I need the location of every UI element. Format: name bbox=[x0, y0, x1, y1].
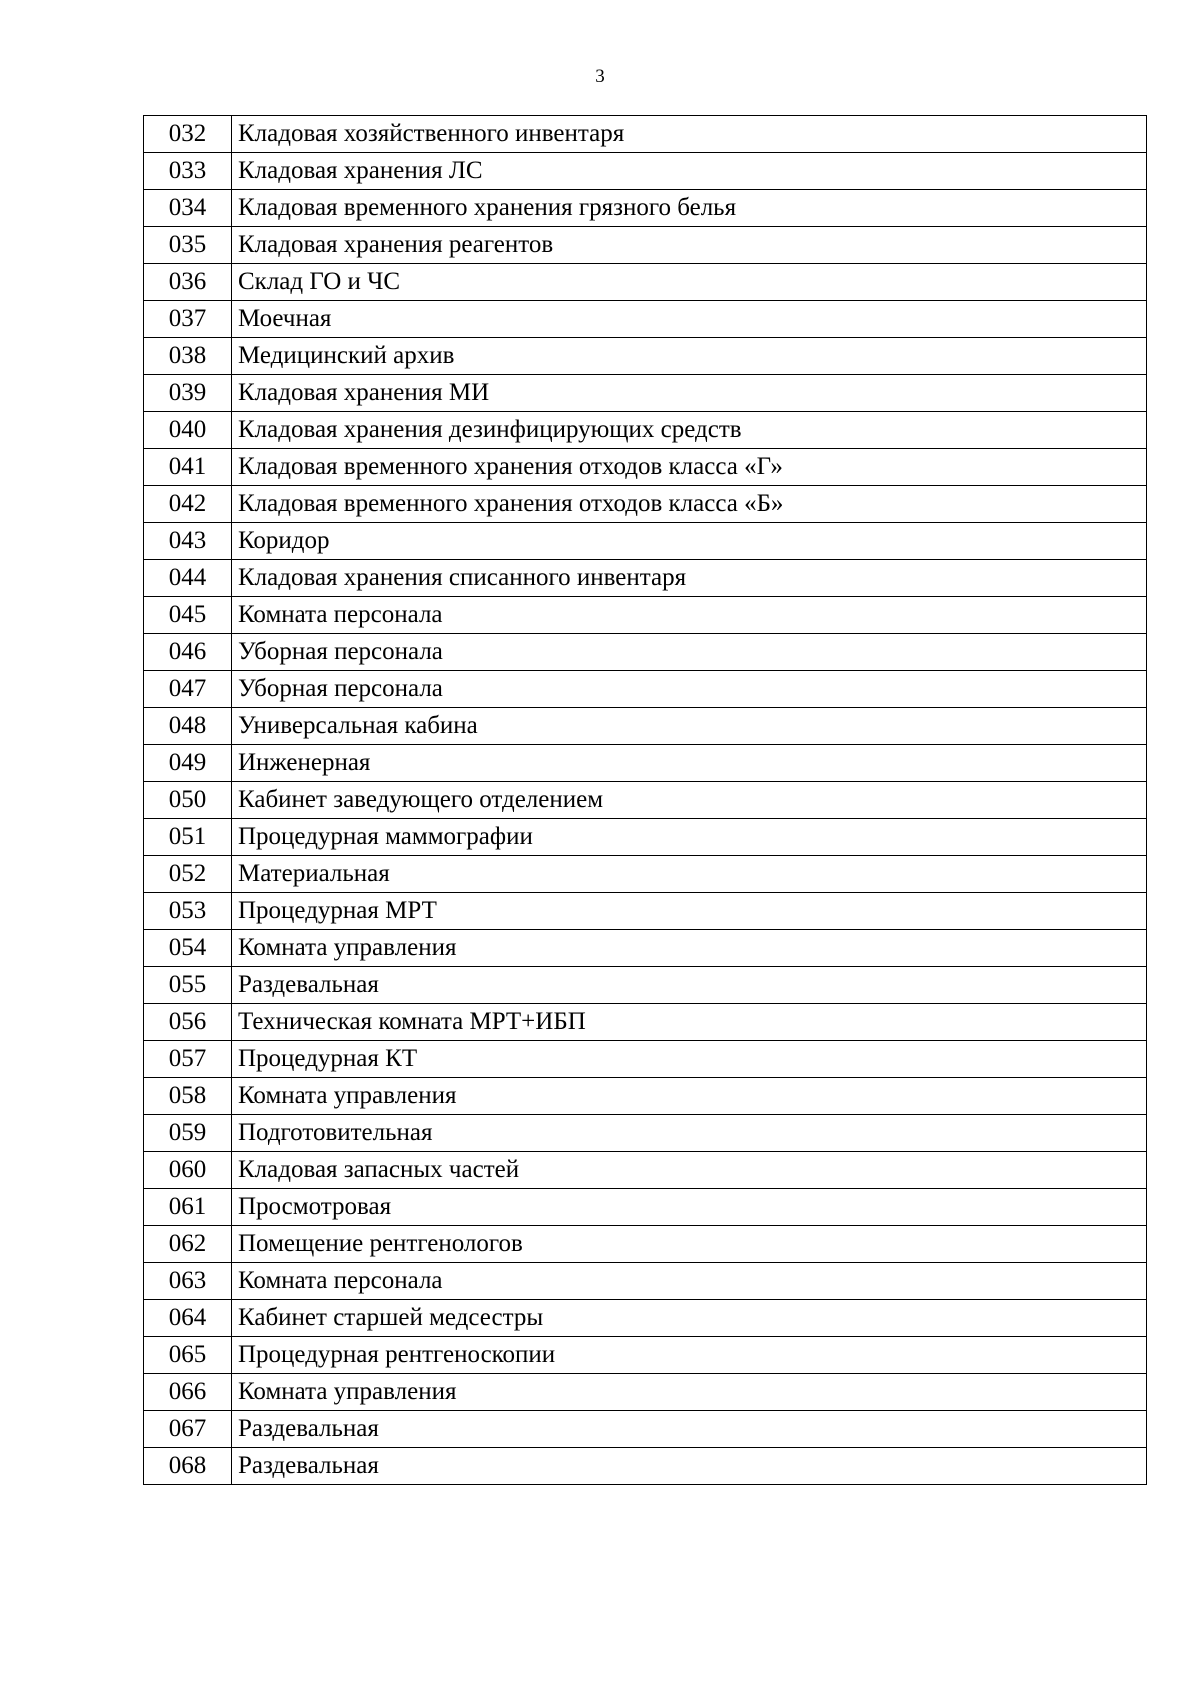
room-code-cell: 056 bbox=[144, 1004, 232, 1041]
room-name-cell: Кладовая хранения дезинфицирующих средств bbox=[232, 412, 1147, 449]
room-name-cell: Процедурная МРТ bbox=[232, 893, 1147, 930]
room-name-cell: Просмотровая bbox=[232, 1189, 1147, 1226]
room-code-cell: 048 bbox=[144, 708, 232, 745]
table-row bbox=[144, 301, 1147, 338]
room-name-cell: Раздевальная bbox=[232, 1448, 1147, 1485]
room-code-cell: 067 bbox=[144, 1411, 232, 1448]
table-row bbox=[144, 1263, 1147, 1300]
room-name-cell: Уборная персонала bbox=[232, 634, 1147, 671]
room-name-cell: Кладовая хранения МИ bbox=[232, 375, 1147, 412]
room-code-cell: 049 bbox=[144, 745, 232, 782]
room-code-cell: 035 bbox=[144, 227, 232, 264]
room-name-cell: Уборная персонала bbox=[232, 671, 1147, 708]
table-row bbox=[144, 671, 1147, 708]
room-code-cell: 034 bbox=[144, 190, 232, 227]
room-name-cell: Процедурная КТ bbox=[232, 1041, 1147, 1078]
room-code-cell: 038 bbox=[144, 338, 232, 375]
table-row bbox=[144, 782, 1147, 819]
room-code-cell: 062 bbox=[144, 1226, 232, 1263]
room-name-cell: Кладовая хранения списанного инвентаря bbox=[232, 560, 1147, 597]
room-code-cell: 032 bbox=[144, 116, 232, 153]
room-code-cell: 058 bbox=[144, 1078, 232, 1115]
table-row bbox=[144, 967, 1147, 1004]
room-name-cell: Медицинский архив bbox=[232, 338, 1147, 375]
room-name-cell: Моечная bbox=[232, 301, 1147, 338]
table-row bbox=[144, 264, 1147, 301]
table-row bbox=[144, 227, 1147, 264]
table-row bbox=[144, 1411, 1147, 1448]
room-name-cell: Кладовая хранения реагентов bbox=[232, 227, 1147, 264]
table-row bbox=[144, 338, 1147, 375]
room-code-cell: 042 bbox=[144, 486, 232, 523]
table-row bbox=[144, 1226, 1147, 1263]
room-name-cell: Процедурная рентгеноскопии bbox=[232, 1337, 1147, 1374]
table-row bbox=[144, 893, 1147, 930]
room-code-cell: 041 bbox=[144, 449, 232, 486]
room-code-cell: 061 bbox=[144, 1189, 232, 1226]
table-row bbox=[144, 930, 1147, 967]
room-name-cell: Кладовая временного хранения отходов класса «Г» bbox=[232, 449, 1147, 486]
room-name-cell: Техническая комната МРТ+ИБП bbox=[232, 1004, 1147, 1041]
room-code-cell: 050 bbox=[144, 782, 232, 819]
room-code-cell: 063 bbox=[144, 1263, 232, 1300]
table-row bbox=[144, 190, 1147, 227]
room-name-cell: Раздевальная bbox=[232, 967, 1147, 1004]
room-name-cell: Подготовительная bbox=[232, 1115, 1147, 1152]
room-name-cell: Кабинет старшей медсестры bbox=[232, 1300, 1147, 1337]
rooms-table bbox=[143, 115, 1147, 1485]
room-code-cell: 045 bbox=[144, 597, 232, 634]
room-name-cell: Коридор bbox=[232, 523, 1147, 560]
room-code-cell: 046 bbox=[144, 634, 232, 671]
room-name-cell: Комната персонала bbox=[232, 597, 1147, 634]
table-row bbox=[144, 1115, 1147, 1152]
room-name-cell: Кабинет заведующего отделением bbox=[232, 782, 1147, 819]
rooms-table-body bbox=[144, 116, 1147, 1485]
table-row bbox=[144, 634, 1147, 671]
room-name-cell: Кладовая хранения ЛС bbox=[232, 153, 1147, 190]
table-row bbox=[144, 560, 1147, 597]
room-code-cell: 064 bbox=[144, 1300, 232, 1337]
room-code-cell: 037 bbox=[144, 301, 232, 338]
room-name-cell: Процедурная маммографии bbox=[232, 819, 1147, 856]
room-name-cell: Комната управления bbox=[232, 1078, 1147, 1115]
room-name-cell: Инженерная bbox=[232, 745, 1147, 782]
room-name-cell: Универсальная кабина bbox=[232, 708, 1147, 745]
room-code-cell: 065 bbox=[144, 1337, 232, 1374]
table-row bbox=[144, 375, 1147, 412]
room-name-cell: Материальная bbox=[232, 856, 1147, 893]
room-code-cell: 047 bbox=[144, 671, 232, 708]
room-code-cell: 059 bbox=[144, 1115, 232, 1152]
room-name-cell: Комната персонала bbox=[232, 1263, 1147, 1300]
table-row bbox=[144, 1078, 1147, 1115]
room-code-cell: 036 bbox=[144, 264, 232, 301]
table-row bbox=[144, 597, 1147, 634]
room-code-cell: 033 bbox=[144, 153, 232, 190]
table-row bbox=[144, 745, 1147, 782]
table-row bbox=[144, 1152, 1147, 1189]
room-code-cell: 044 bbox=[144, 560, 232, 597]
room-code-cell: 055 bbox=[144, 967, 232, 1004]
room-code-cell: 051 bbox=[144, 819, 232, 856]
page-number: 3 bbox=[595, 66, 605, 87]
room-code-cell: 066 bbox=[144, 1374, 232, 1411]
room-name-cell: Раздевальная bbox=[232, 1411, 1147, 1448]
table-row bbox=[144, 412, 1147, 449]
table-row bbox=[144, 449, 1147, 486]
table-row bbox=[144, 1041, 1147, 1078]
room-name-cell: Кладовая запасных частей bbox=[232, 1152, 1147, 1189]
room-name-cell: Склад ГО и ЧС bbox=[232, 264, 1147, 301]
table-row bbox=[144, 856, 1147, 893]
table-row bbox=[144, 1337, 1147, 1374]
table-row bbox=[144, 1189, 1147, 1226]
room-code-cell: 053 bbox=[144, 893, 232, 930]
room-name-cell: Комната управления bbox=[232, 1374, 1147, 1411]
room-code-cell: 057 bbox=[144, 1041, 232, 1078]
room-code-cell: 054 bbox=[144, 930, 232, 967]
room-code-cell: 039 bbox=[144, 375, 232, 412]
table-row bbox=[144, 1300, 1147, 1337]
room-code-cell: 060 bbox=[144, 1152, 232, 1189]
room-name-cell: Кладовая временного хранения грязного белья bbox=[232, 190, 1147, 227]
room-code-cell: 052 bbox=[144, 856, 232, 893]
table-row bbox=[144, 486, 1147, 523]
room-code-cell: 043 bbox=[144, 523, 232, 560]
table-row bbox=[144, 1374, 1147, 1411]
table-row bbox=[144, 819, 1147, 856]
table-row bbox=[144, 523, 1147, 560]
room-name-cell: Кладовая хозяйственного инвентаря bbox=[232, 116, 1147, 153]
table-row bbox=[144, 708, 1147, 745]
table-row bbox=[144, 153, 1147, 190]
table-row bbox=[144, 116, 1147, 153]
room-code-cell: 068 bbox=[144, 1448, 232, 1485]
room-code-cell: 040 bbox=[144, 412, 232, 449]
room-name-cell: Комната управления bbox=[232, 930, 1147, 967]
table-row bbox=[144, 1448, 1147, 1485]
table-row bbox=[144, 1004, 1147, 1041]
room-name-cell: Помещение рентгенологов bbox=[232, 1226, 1147, 1263]
room-name-cell: Кладовая временного хранения отходов класса «Б» bbox=[232, 486, 1147, 523]
